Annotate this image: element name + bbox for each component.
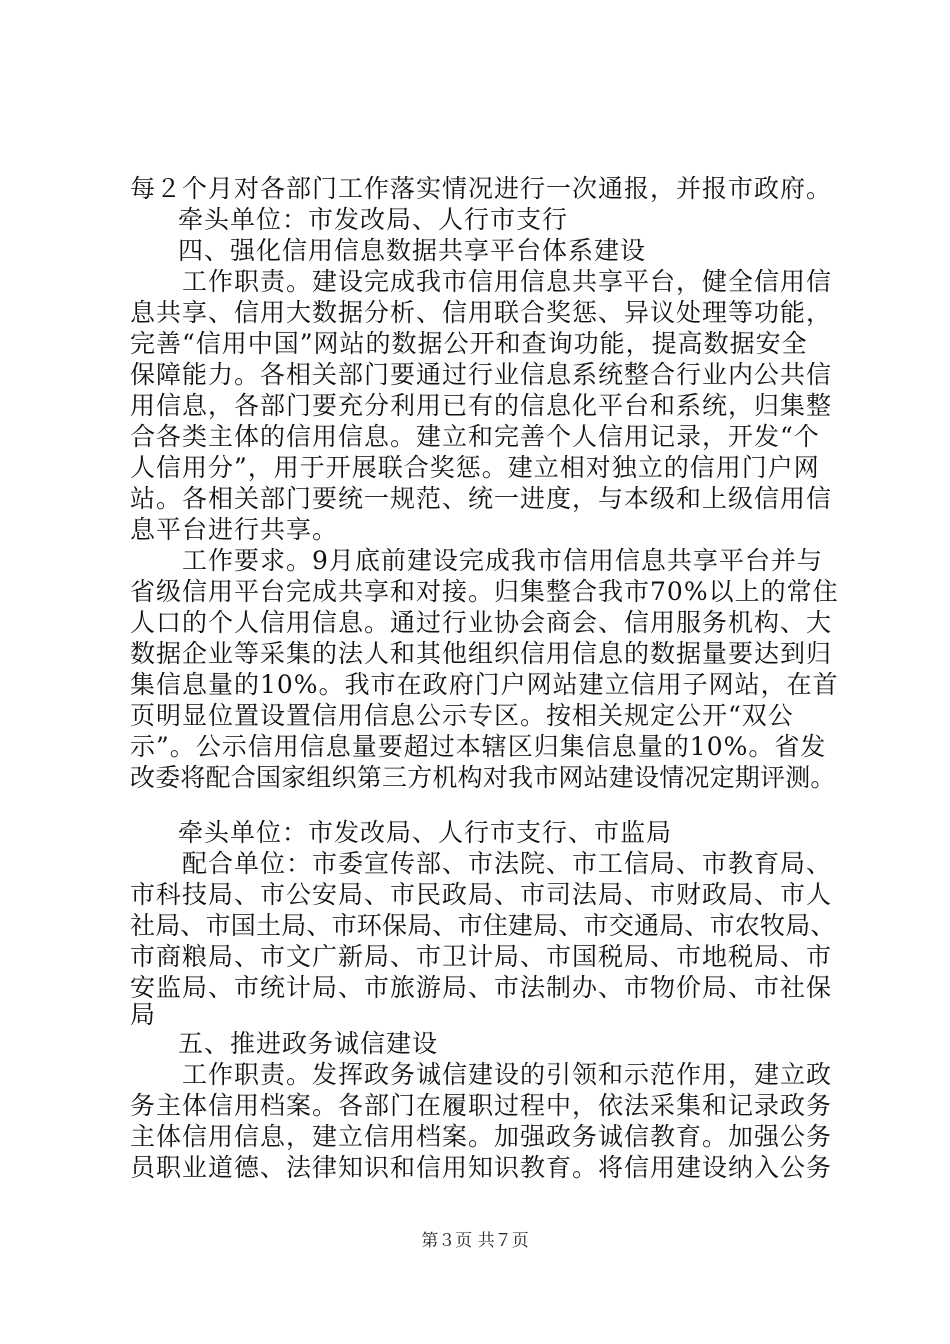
lead-unit-line: 牵头单位：市发改局、人行市支行 bbox=[178, 205, 569, 234]
body-text-line: 省级信用平台完成共享和对接。归集整合我市70%以上的常住 bbox=[130, 577, 839, 606]
body-text-line: 站。各相关部门要统一规范、统一进度，与本级和上级信用信 bbox=[130, 484, 833, 513]
body-text-line: 安监局、市统计局、市旅游局、市法制办、市物价局、市社保 bbox=[130, 973, 833, 1002]
body-text-line: 局 bbox=[130, 1000, 157, 1029]
body-text-line: 市商粮局、市文广新局、市卫计局、市国税局、市地税局、市 bbox=[130, 942, 833, 971]
body-text-line: 每２个月对各部门工作落实情况进行一次通报，并报市政府。 bbox=[130, 174, 833, 203]
body-text-line: 务主体信用档案。各部门在履职过程中，依法采集和记录政务 bbox=[130, 1091, 833, 1120]
body-text-line: 示”。公示信用信息量要超过本辖区归集信息量的10%。省发 bbox=[130, 732, 827, 761]
body-text-line: 用信息，各部门要充分利用已有的信息化平台和系统，归集整 bbox=[130, 391, 833, 420]
body-text-line: 员职业道德、法律知识和信用知识教育。将信用建设纳入公务 bbox=[130, 1153, 833, 1182]
body-text-line: 社局、市国土局、市环保局、市住建局、市交通局、市农牧局、 bbox=[130, 911, 836, 940]
body-text-line: 工作职责。发挥政务诚信建设的引领和示范作用，建立政 bbox=[182, 1060, 833, 1089]
body-text-line: 人信用分”，用于开展联合奖惩。建立相对独立的信用门户网 bbox=[130, 453, 820, 482]
body-text-line: 息共享、信用大数据分析、信用联合奖惩、异议处理等功能， bbox=[130, 298, 833, 327]
section-heading: 四、强化信用信息数据共享平台体系建设 bbox=[178, 236, 647, 265]
body-text-line: 改委将配合国家组织第三方机构对我市网站建设情况定期评测。 bbox=[130, 763, 836, 792]
body-text-line: 工作职责。建设完成我市信用信息共享平台，健全信用信 bbox=[182, 267, 833, 296]
body-text-line: 保障能力。各相关部门要通过行业信息系统整合行业内公共信 bbox=[130, 360, 833, 389]
body-text-line: 主体信用信息，建立信用档案。加强政务诚信教育。加强公务 bbox=[130, 1122, 833, 1151]
lead-unit-line: 牵头单位：市发改局、人行市支行、市监局 bbox=[178, 818, 673, 847]
body-text-line: 集信息量的10%。我市在政府门户网站建立信用子网站，在首 bbox=[130, 670, 839, 699]
section-heading: 五、推进政务诚信建设 bbox=[178, 1029, 439, 1058]
body-text-line: 人口的个人信用信息。通过行业协会商会、信用服务机构、大 bbox=[130, 608, 833, 637]
page-number-footer: 第３页 共７页 bbox=[421, 1231, 529, 1251]
body-text-line: 工作要求。9月底前建设完成我市信用信息共享平台并与 bbox=[182, 546, 823, 575]
body-text-line: 完善“信用中国”网站的数据公开和查询功能，提高数据安全 bbox=[130, 329, 808, 358]
body-text-line: 息平台进行共享。 bbox=[130, 515, 339, 544]
body-text-line: 数据企业等采集的法人和其他组织信用信息的数据量要达到归 bbox=[130, 639, 833, 668]
body-text-line: 页明显位置设置信用信息公示专区。按相关规定公开“双公 bbox=[130, 701, 794, 730]
body-text-line: 市科技局、市公安局、市民政局、市司法局、市财政局、市人 bbox=[130, 880, 833, 909]
body-text-line: 合各类主体的信用信息。建立和完善个人信用记录，开发“个 bbox=[130, 422, 820, 451]
partner-unit-line: 配合单位：市委宣传部、市法院、市工信局、市教育局、 bbox=[182, 849, 833, 878]
